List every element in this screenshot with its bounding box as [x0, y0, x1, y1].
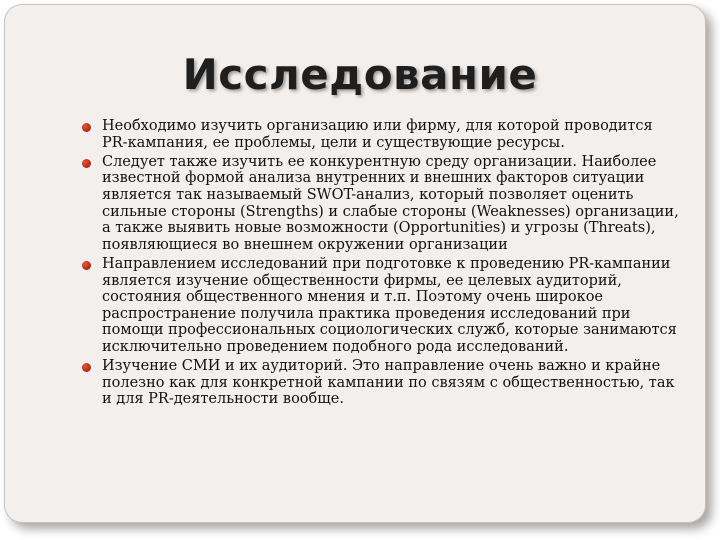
bullet-item-1 — [82, 118, 682, 151]
bullet-dot-icon — [82, 123, 91, 132]
bullet-item-2 — [82, 154, 682, 254]
bullet-dot-icon — [82, 363, 91, 372]
bullet-dot-icon — [82, 159, 91, 168]
bullet-item-3 — [82, 256, 682, 356]
bullet-text-3: Направлением исследований при подготовке к проведению PR-кампании является изучение общественности фирмы, ее целевых аудиторий, состояния общественного мнения и т.п. Поэтому очень широкое распространение получила практика проведения исследований при помощи профессиональных социологических служб, которые занимаются исключительно проведением подобного рода исследований. — [102, 255, 677, 355]
slide-title: Исследование — [182, 50, 538, 99]
bullet-dot-icon — [82, 261, 91, 270]
bullet-item-4 — [82, 358, 682, 408]
bullet-text-4: Изучение СМИ и их аудиторий. Это направление очень важно и крайне полезно как для конкретной кампании по связям с общественностью, так и для PR-деятельности вообще. — [102, 358, 675, 408]
bullet-text-2: Следует также изучить ее конкурентную среду организации. Наиболее известной формой анализа внутренних и внешних факторов ситуации является так называемый SWOT-анализ, который позволяет оценить сильные стороны (Strengths) и слабые стороны (Weaknesses) организации, а также выявить новые возможности (Opportunities) и угрозы (Threats), появляющиеся во внешнем окружении организации — [102, 153, 679, 253]
bullet-list — [82, 118, 682, 410]
bullet-text-1: Необходимо изучить организацию или фирму, для которой проводится PR-кампания, ее проблемы, цели и существующие ресурсы. — [102, 118, 653, 151]
